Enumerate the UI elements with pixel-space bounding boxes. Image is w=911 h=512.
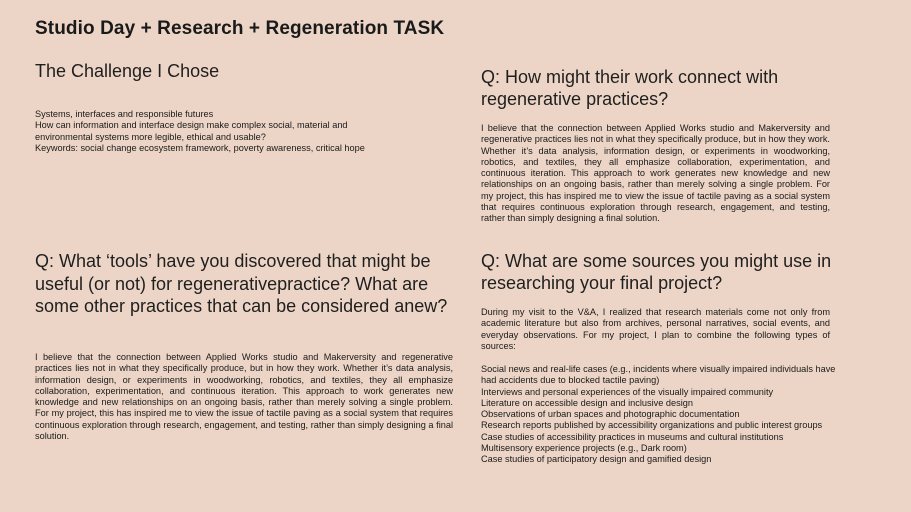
sources-list xyxy=(481,364,841,466)
tools-answer: I believe that the connection between Applied Works studio and Makerversity and regenerative practices lies not in what they specifically produce, but in how they work. Whether it’s data analysis, information design, or experiments in woodworking, robotics, and textiles, they all emphasize collaboration, experimentation, and continuous iteration. This approach to work generates new knowledge and new relationships on an ongoing basis, rather than merely solving a single problem. For my project, this has inspired me to view the issue of tactile paving as a social system that requires continuous exploration through research, engagement, and testing, rather than simply designing a final solution. xyxy=(35,352,453,442)
challenge-body xyxy=(35,109,435,154)
list-item: Multisensory experience projects (e.g., Dark room) xyxy=(481,443,687,454)
challenge-line: Keywords: social change ecosystem framework, poverty awareness, critical hope xyxy=(35,142,365,153)
page-title: Studio Day + Research + Regeneration TASK xyxy=(35,18,445,39)
connect-answer: I believe that the connection between Applied Works studio and Makerversity and regenerative practices lies not in what they specifically produce, but in how they work. Whether it’s data analysis, information design, or experiments in woodworking, robotics, and textiles, they all emphasize collaboration, experimentation, and continuous iteration. This approach to work generates new knowledge and new relationships on an ongoing basis, rather than merely solving a single problem. For my project, this has inspired me to view the issue of tactile paving as a social system that requires continuous exploration through research, engagement, and testing, rather than simply designing a final solution. xyxy=(481,123,830,224)
challenge-line: environmental systems more legible, ethical and usable? xyxy=(35,131,266,142)
tools-question-heading: Q: What ‘tools’ have you discovered that might be useful (or not) for regenerativepractice? What are some other practices that can be considered anew? xyxy=(35,251,448,316)
sources-intro: During my visit to the V&A, I realized that research materials come not only from academic literature but also from archives, personal narratives, social events, and everyday observations. For my project, I plan to combine the following types of sources: xyxy=(481,307,830,351)
list-item: Observations of urban spaces and photographic documentation xyxy=(481,409,740,420)
connect-question-heading: Q: How might their work connect with regenerative practices? xyxy=(481,67,779,109)
sources-question-heading: Q: What are some sources you might use in researching your final project? xyxy=(481,251,832,293)
list-item: Social news and real-life cases (e.g., incidents where visually impaired individuals have had accidents due to blocked tactile paving) xyxy=(481,364,836,386)
list-item: Research reports published by accessibility organizations and public interest groups xyxy=(481,420,823,431)
list-item: Interviews and personal experiences of the visually impaired community xyxy=(481,386,774,397)
list-item: Case studies of participatory design and gamified design xyxy=(481,454,712,465)
challenge-heading: The Challenge I Chose xyxy=(35,61,220,81)
challenge-line: Systems, interfaces and responsible futures xyxy=(35,109,214,119)
challenge-line: How can information and interface design make complex social, material and xyxy=(35,120,348,131)
list-item: Case studies of accessibility practices in museums and cultural institutions xyxy=(481,431,784,442)
list-item: Literature on accessible design and inclusive design xyxy=(481,397,693,408)
